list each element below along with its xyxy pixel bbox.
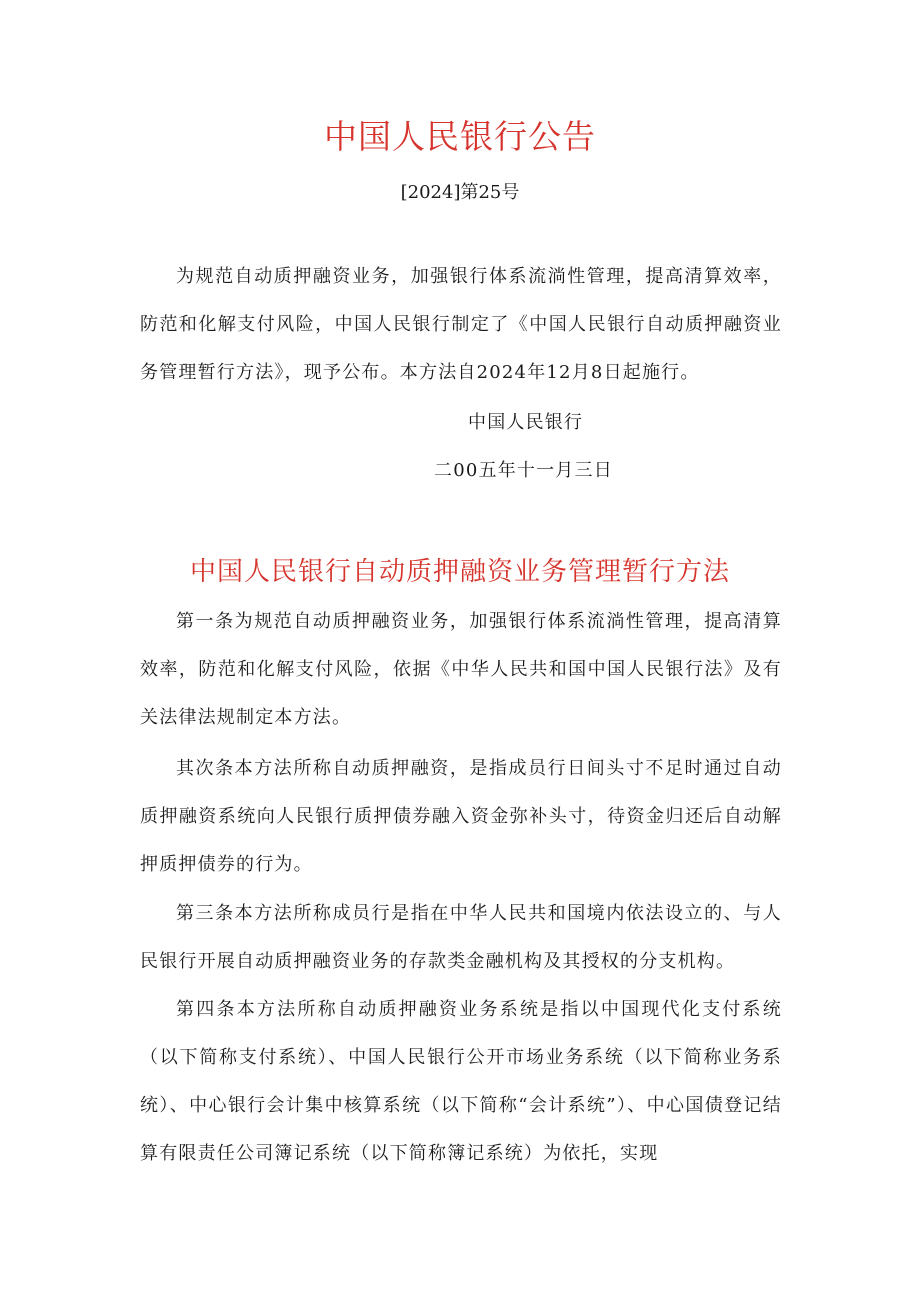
regulation-title: 中国人民银行自动质押融资业务管理暂行方法 [189,557,730,587]
announcement-number: [2024]第25号 [400,182,520,203]
announcement-date: 二00五年十一月三日 [434,460,613,481]
article-4: 第四条本方法所称自动质押融资业务系统是指以中国现代化支付系统（以下简称支付系统）、中国人民银行公开市场业务系统（以下简称业务系统）、中心银行会计集中核算系统（以下简称“会计系统”）、中心国债登记结算有限责任公司簿记系统（以下简称簿记系统）为依托，实现 [140,999,782,1164]
article-2: 其次条本方法所称自动质押融资，是指成员行日间头寸不足时通过自动质押融资系统向人民银行质押债券融入资金弥补头寸，待资金归还后自动解押质押债券的行为。 [140,758,782,875]
announcement-title: 中国人民银行公告 [324,117,596,156]
announcement-body: 为规范自动质押融资业务，加强银行体系流淌性管理，提高清算效率，防范和化解支付风险，中国人民银行制定了《中国人民银行自动质押融资业务管理暂行方法》，现予公布。本方法自2024年12月8日起施行。 [140,266,782,383]
article-1: 第一条为规范自动质押融资业务，加强银行体系流淌性管理，提高清算效率，防范和化解支付风险，依据《中华人民共和国中国人民银行法》及有关法律法规制定本方法。 [140,611,782,728]
article-3: 第三条本方法所称成员行是指在中华人民共和国境内依法设立的、与人民银行开展自动质押融资业务的存款类金融机构及其授权的分支机构。 [140,903,782,972]
announcement-issuer: 中国人民银行 [468,412,584,433]
